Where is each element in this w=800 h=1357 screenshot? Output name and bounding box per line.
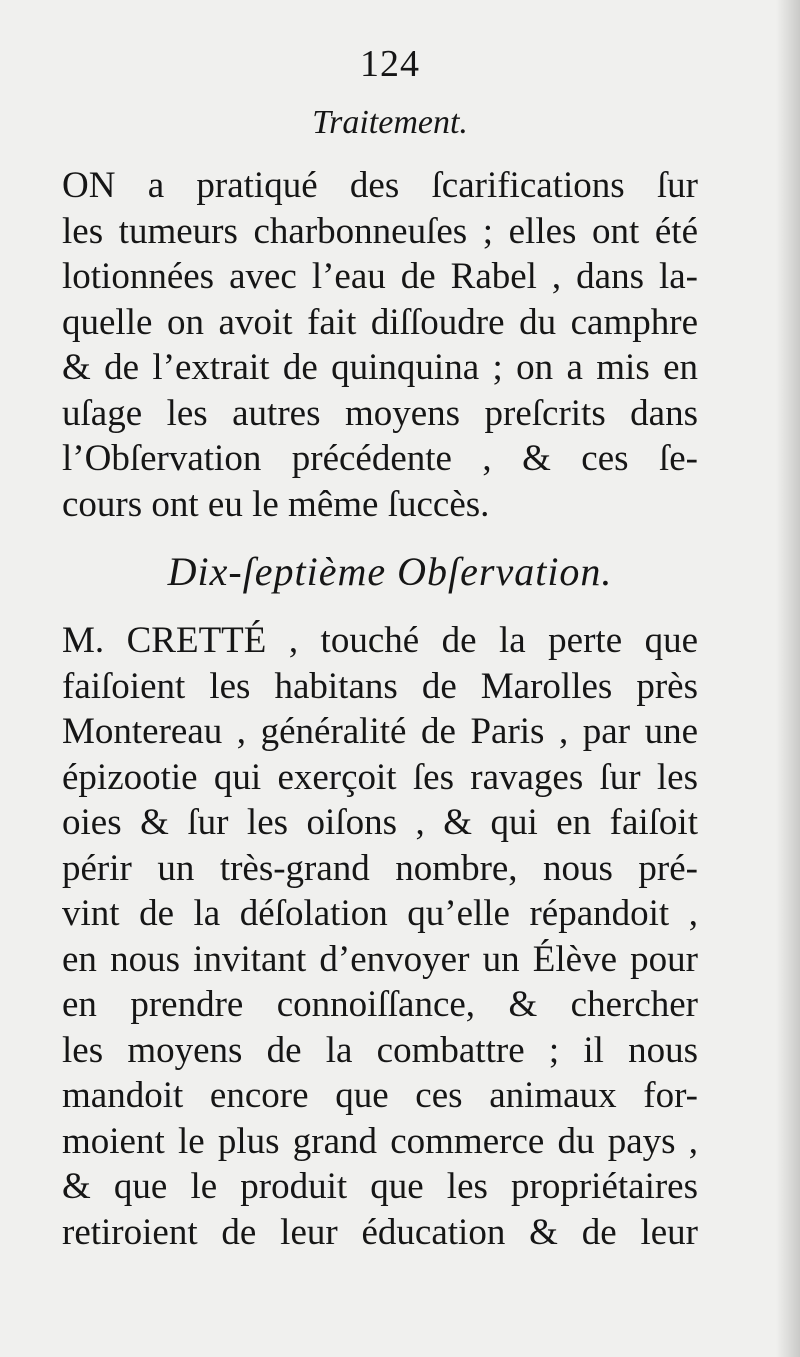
text-line: en nous invitant d’envoyer un Élève pour xyxy=(62,938,698,980)
text-line: Montereau , généralité de Paris , par une xyxy=(62,711,698,752)
text-line: épizootie qui exerçoit ſes ravages ſur les xyxy=(62,756,698,798)
text-line: M. CRETTÉ , touché de la perte que xyxy=(62,620,698,661)
text-line: lotionnées avec l’eau de Rabel , dans la- xyxy=(62,256,698,297)
text-line: vint de la déſolation qu’elle répandoit , xyxy=(62,893,698,934)
text-line: quelle on avoit fait diſſoudre du camphre xyxy=(62,301,698,343)
text-line: uſage les autres moyens preſcrits dans xyxy=(62,392,698,434)
text-line: en prendre connoiſſance, & chercher xyxy=(62,984,698,1025)
text-line: retiroient de leur éducation & de leur xyxy=(62,1211,698,1253)
section-title: Traitement. xyxy=(312,104,468,141)
paragraph-traitement xyxy=(62,163,698,527)
text-line: ON a pratiqué des ſcarifications ſur xyxy=(62,165,698,206)
text-line: moient le plus grand commerce du pays , xyxy=(62,1120,698,1162)
text-line: faiſoient les habitans de Marolles près xyxy=(62,665,698,707)
text-line: les tumeurs charbonneuſes ; elles ont été xyxy=(62,210,698,252)
text-line: l’Obſervation précédente , & ces ſe- xyxy=(62,438,698,479)
text-line: & que le produit que les propriétaires xyxy=(62,1166,698,1207)
text-line: les moyens de la combattre ; il nous xyxy=(62,1029,698,1071)
text-line: mandoit encore que ces animaux for- xyxy=(62,1075,698,1116)
paragraph-observation xyxy=(62,618,698,1255)
text-line: oies & ſur les oiſons , & qui en faiſoit xyxy=(62,802,698,843)
observation-title: Dix-ſeptième Obſervation. xyxy=(167,549,613,594)
text-line: cours ont eu le même ſuccès. xyxy=(62,483,490,525)
page-edge-shadow xyxy=(776,0,800,1357)
text-line: & de l’extrait de quinquina ; on a mis en xyxy=(62,347,698,388)
text-line: périr un très-grand nombre, nous pré- xyxy=(62,847,698,889)
page-number: 124 xyxy=(360,43,420,85)
